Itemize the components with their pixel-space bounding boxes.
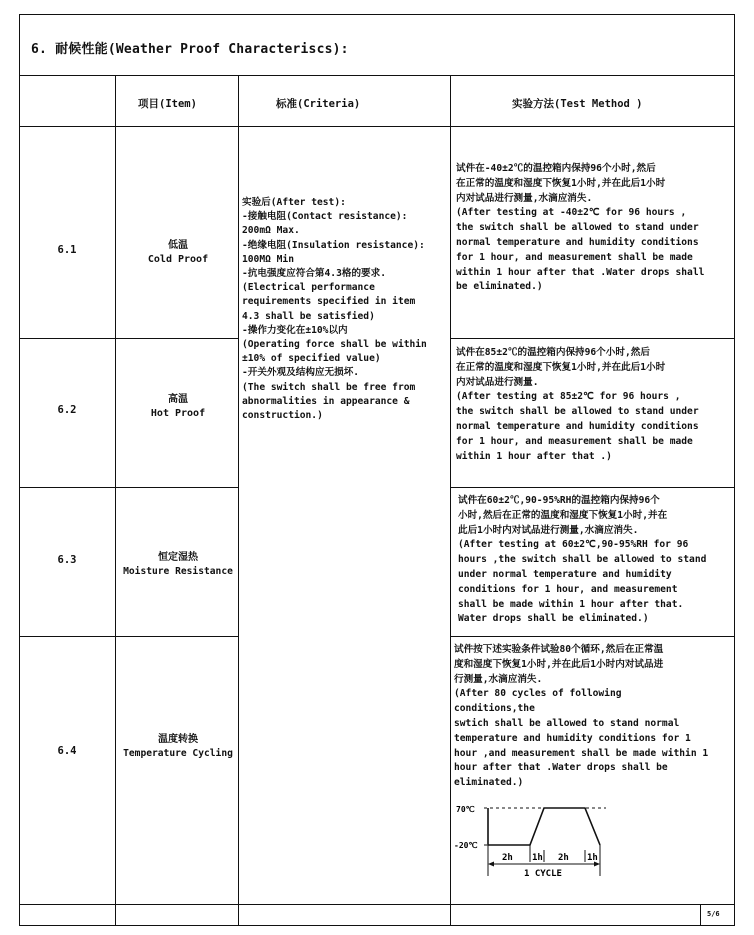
row-number: 6.3 — [57, 554, 77, 566]
method-line: (After testing at -40±2℃ for 96 hours , — [456, 207, 687, 219]
criteria-line: -操作力变化在±10%以内 — [242, 324, 348, 336]
method-line: 试件按下述实验条件试验80个循环,然后在正常温 — [454, 644, 664, 655]
cycle-label: 1 CYCLE — [524, 869, 562, 879]
method-line: swtich shall be allowed to stand normal — [454, 717, 680, 729]
test-item — [117, 551, 239, 579]
page-number: 5/6 — [707, 910, 720, 918]
method-line: the switch shall be allowed to stand under — [456, 222, 699, 234]
test-item-cn: 温度转换 — [158, 734, 198, 745]
method-line: 内对试品进行测量,水滴应消失. — [456, 192, 593, 204]
header-method: 实验方法(Test Method ) — [512, 98, 643, 110]
criteria-line: -接触电阻(Contact resistance): — [242, 211, 408, 223]
method-line: (After testing at 85±2℃ for 96 hours , — [456, 391, 681, 403]
criteria-line: (Operating force shall be within — [242, 339, 427, 351]
cycle-profile — [488, 808, 600, 845]
section-title: 6. 耐候性能(Weather Proof Characteriscs): — [31, 42, 349, 57]
test-item-en: Hot Proof — [150, 408, 206, 419]
high-temp-label: 70℃ — [456, 805, 475, 814]
grid-vline-2 — [238, 76, 239, 926]
row-number: 6.1 — [57, 244, 77, 256]
header-criteria: 标准(Criteria) — [276, 98, 361, 110]
method-line: hour after that .Water drops shall be — [454, 762, 668, 774]
row-divider-2-method — [450, 487, 735, 488]
method-line: within 1 hour after that .) — [456, 450, 612, 462]
method-line: (After 80 cycles of following — [454, 688, 622, 700]
method-line: be eliminated.) — [456, 281, 543, 293]
grid-vline-1 — [115, 76, 116, 926]
test-item-en: Moisture Resistance — [123, 566, 233, 577]
test-item-en: Cold Proof — [147, 254, 209, 265]
row-number: 6.2 — [57, 404, 77, 416]
method-text — [456, 162, 704, 295]
row-number: 6.4 — [57, 745, 77, 757]
criteria-line: -开关外观及结构应无损坏. — [242, 367, 360, 379]
criteria-line: -抗电强度应符合第4.3格的要求. — [242, 268, 387, 280]
test-item-cn: 高温 — [168, 394, 188, 405]
method-text — [458, 494, 706, 627]
method-line: 在正常的温度和湿度下恢复1小时,并在此后1小时 — [456, 361, 666, 373]
row-divider-1-method — [450, 338, 735, 339]
method-line: 度和湿度下恢复1小时,并在此后1小时内对试品进 — [454, 658, 664, 670]
segment-label: 2h — [558, 853, 569, 863]
criteria-text — [242, 196, 448, 423]
criteria-line: construction.) — [242, 410, 323, 422]
footer-divider — [19, 904, 735, 905]
method-line: conditions for 1 hour, and measurement — [458, 583, 678, 595]
section-title-bar — [19, 14, 735, 76]
method-line: 行测量,水滴应消失. — [454, 673, 543, 685]
method-line: 试件在85±2℃的温控箱内保持96个小时,然后 — [456, 347, 650, 358]
header-divider — [19, 126, 735, 127]
method-line: 内对试品进行测量. — [456, 376, 539, 388]
method-line: conditions,the — [454, 703, 535, 715]
segment-label: 2h — [502, 853, 513, 863]
method-line: hour ,and measurement shall be made within 1 — [454, 747, 709, 759]
criteria-line: (Electrical performance — [242, 282, 375, 294]
method-line: 此后1小时内对试品进行测量,水滴应消失. — [458, 524, 639, 536]
header-item: 项目(Item) — [138, 98, 197, 110]
test-item — [117, 733, 239, 761]
cycle-arrow-head-left — [488, 862, 494, 867]
segment-label: 1h — [532, 853, 543, 863]
method-line: under normal temperature and humidity — [458, 568, 672, 580]
method-line: 试件在60±2℃,90-95%RH的温控箱内保持96个 — [458, 495, 660, 506]
segment-label: 1h — [587, 853, 598, 863]
test-item-cn: 恒定湿热 — [158, 552, 198, 563]
row-divider-2-item — [19, 487, 238, 488]
test-item-cn: 低温 — [168, 240, 188, 251]
method-line: 试件在-40±2℃的温控箱内保持96个小时,然后 — [456, 163, 656, 174]
method-text — [456, 346, 699, 464]
method-line: for 1 hour, and measurement shall be made — [456, 251, 693, 263]
criteria-line: 4.3 shall be satisfied) — [242, 310, 375, 322]
method-line: the switch shall be allowed to stand under — [456, 406, 699, 418]
test-item — [117, 239, 239, 267]
test-item — [117, 393, 239, 421]
criteria-line: 200mΩ Max. — [242, 225, 300, 237]
method-text — [454, 643, 708, 791]
test-item-en: Temperature Cycling — [123, 748, 233, 759]
low-temp-label: -20℃ — [454, 841, 478, 850]
method-line: hours ,the switch shall be allowed to stand — [458, 554, 707, 566]
row-divider-3-method — [450, 636, 735, 637]
criteria-line: -绝缘电阻(Insulation resistance): — [242, 239, 425, 251]
criteria-line: abnormalities in appearance & — [242, 395, 410, 407]
page-box-left — [700, 904, 701, 926]
method-line: eliminated.) — [454, 777, 524, 789]
temperature-cycle-diagram — [454, 796, 614, 886]
criteria-line: requirements specified in item — [242, 296, 416, 308]
grid-vline-3 — [450, 76, 451, 926]
method-line: Water drops shall be eliminated.) — [458, 613, 649, 625]
row-divider-3-item — [19, 636, 238, 637]
method-line: within 1 hour after that .Water drops shall — [456, 266, 705, 278]
method-line: for 1 hour, and measurement shall be made — [456, 435, 693, 447]
row-divider-1-item — [19, 338, 238, 339]
method-line: temperature and humidity conditions for 1 — [454, 732, 691, 744]
criteria-line: 实验后(After test): — [242, 197, 346, 208]
criteria-line: ±10% of specified value) — [242, 353, 381, 365]
criteria-line: 100MΩ Min — [242, 253, 294, 265]
criteria-line: (The switch shall be free from — [242, 381, 416, 393]
method-line: (After testing at 60±2℃,90-95%RH for 96 — [458, 539, 689, 551]
method-line: normal temperature and humidity conditions — [456, 420, 699, 432]
method-line: 在正常的温度和湿度下恢复1小时,并在此后1小时 — [456, 177, 666, 189]
method-line: normal temperature and humidity conditions — [456, 236, 699, 248]
method-line: 小时,然后在正常的温度和湿度下恢复1小时,并在 — [458, 509, 668, 521]
method-line: shall be made within 1 hour after that. — [458, 598, 684, 610]
